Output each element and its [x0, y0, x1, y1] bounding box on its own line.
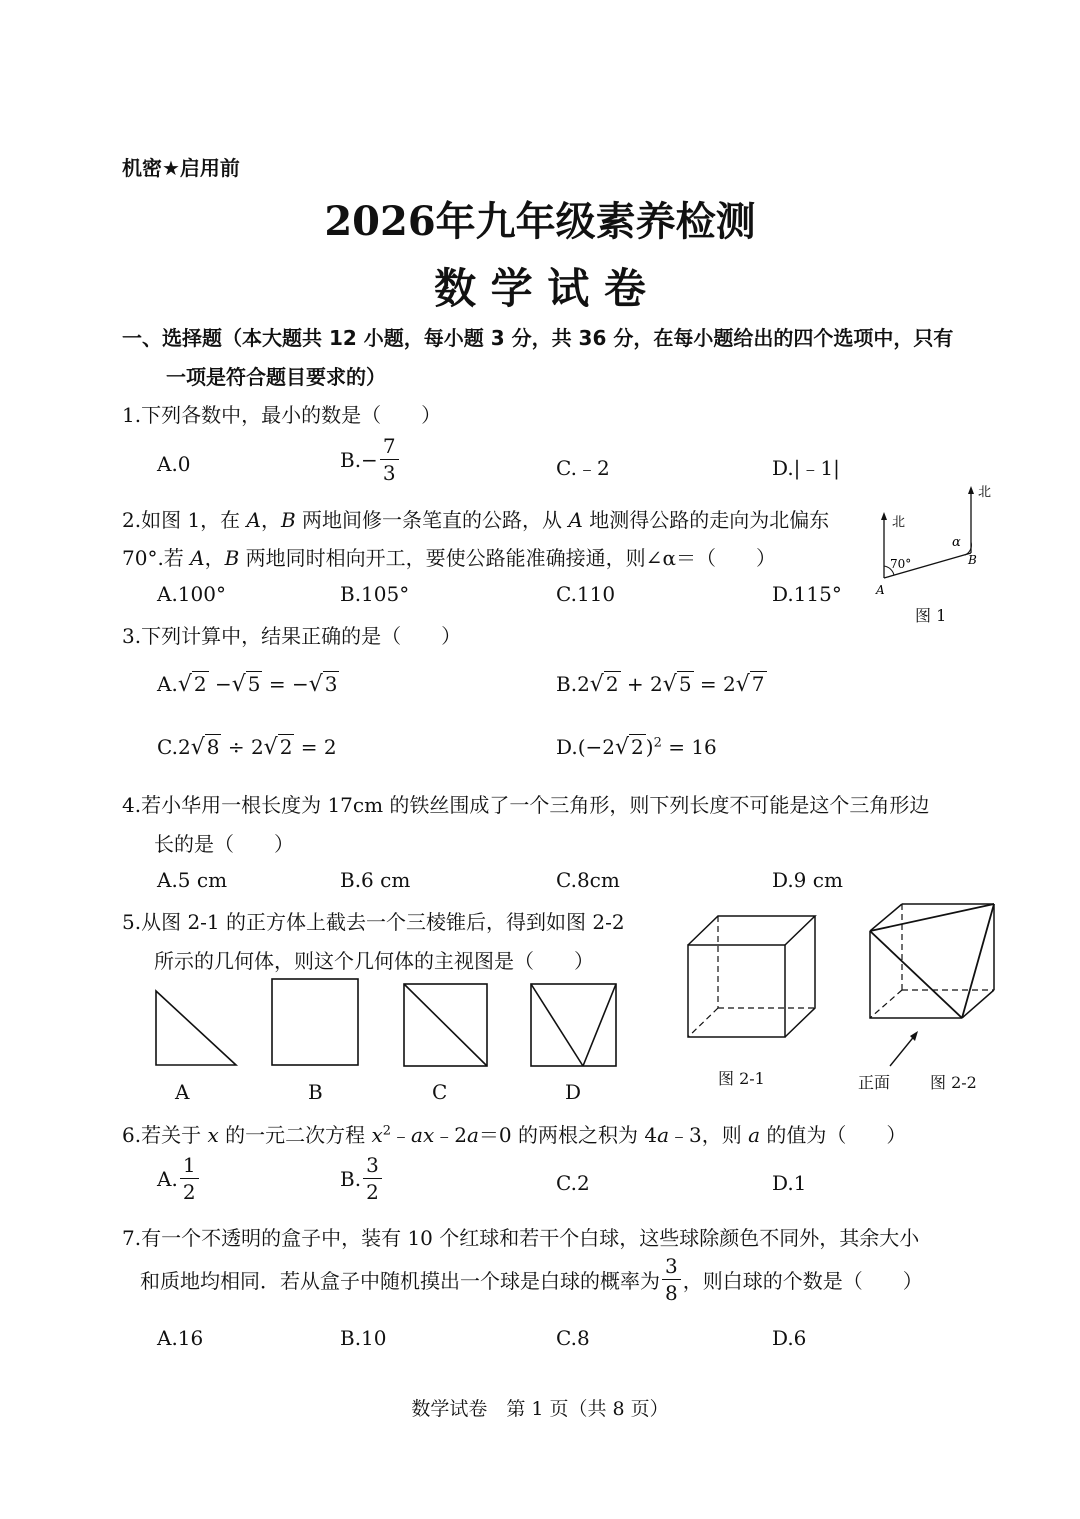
diagonal-line	[404, 984, 487, 1066]
radicand: 2	[631, 735, 644, 759]
q3-option-c	[157, 735, 337, 760]
option-label: C.	[157, 735, 178, 759]
radicand: 3	[324, 672, 338, 696]
front-view-label: 正面	[858, 1073, 891, 1092]
q7-option-c: C.8	[556, 1326, 590, 1350]
result: 2	[323, 735, 337, 759]
q7-option-d: D.6	[772, 1326, 807, 1350]
q1-option-c: C.﹣2	[556, 456, 610, 480]
operator: +	[626, 672, 644, 696]
radical-sign: √	[177, 672, 192, 697]
q7-text: 和质地均相同．若从盒子中随机摸出一个球是白球的概率为	[140, 1269, 660, 1293]
exam-subtitle: 数 学 试 卷	[434, 264, 646, 313]
q2-option-d: D.115°	[772, 582, 842, 606]
fraction-numerator: 7	[380, 436, 399, 460]
north-arrowhead-a	[881, 512, 887, 520]
option-label: B.	[556, 672, 578, 696]
q5-option-d: D	[565, 1080, 582, 1104]
q6-option-c: C.2	[556, 1171, 590, 1195]
fraction-denominator: 2	[366, 1180, 379, 1204]
q2-text: 两地同时相向开工，要使公路能准确接通，则∠α＝（ ）	[239, 546, 776, 570]
q3-option-b	[556, 672, 767, 697]
figure-1-label: 图 1	[915, 606, 947, 625]
q4-stem-line2: 长的是（ ）	[154, 832, 294, 856]
exponent: 2	[382, 1123, 392, 1139]
q7-text: ，则白球的个数是（ ）	[682, 1269, 923, 1293]
coefficient: 2	[577, 672, 590, 696]
q4-option-a: A.5 cm	[157, 868, 228, 892]
point-a: A	[190, 546, 205, 570]
north-arrowhead-b	[968, 486, 974, 494]
radical-sign: √	[231, 672, 246, 697]
figure-2-1-cube	[680, 910, 825, 1045]
q4-option-b: B.6 cm	[340, 868, 411, 892]
q6-option-d: D.1	[772, 1171, 807, 1195]
q4-option-c: C.8cm	[556, 868, 620, 892]
operator: −	[291, 672, 309, 696]
q2-stem-line1	[122, 504, 829, 533]
section-heading-line1: 一、选择题（本大题共 12 小题，每小题 3 分，共 36 分，在每小题给出的四个选项中，只有	[122, 326, 954, 350]
operator: =	[668, 735, 685, 759]
coefficient: 2	[650, 672, 663, 696]
q6-stem	[122, 1119, 906, 1148]
q1-stem: 1.下列各数中，最小的数是（ ）	[122, 403, 442, 427]
figure-1-diagram	[868, 478, 998, 600]
fraction-numerator: 3	[363, 1155, 382, 1179]
q4-stem-line1: 4.若小华用一根长度为 17cm 的铁丝围成了一个三角形，则下列长度不可能是这个三角形边	[122, 793, 930, 817]
q1-option-a: A.0	[157, 452, 191, 476]
q2-sep: ，	[260, 508, 281, 532]
radical-sign: √	[263, 735, 278, 760]
cube-right-edges	[785, 916, 815, 1037]
q2-text: 70°.若	[122, 546, 191, 570]
radical-sign: √	[662, 672, 677, 697]
q2-text: 2.如图 1，在	[122, 508, 247, 532]
q6-option-a-fraction	[180, 1155, 199, 1202]
label-north-a: 北	[892, 515, 906, 530]
label-north-b: 北	[978, 485, 992, 500]
label-point-a: A	[876, 583, 885, 597]
radicand: 2	[193, 672, 207, 696]
q3-stem: 3.下列计算中，结果正确的是（ ）	[122, 624, 462, 648]
q6-option-b	[340, 1155, 384, 1202]
square-shape	[272, 979, 358, 1065]
option-label: B.	[340, 1166, 362, 1191]
q6-text: ﹣	[391, 1123, 412, 1147]
radical-sign: √	[735, 672, 750, 697]
cut-edge-1	[870, 904, 994, 931]
q5-option-a: A	[175, 1080, 190, 1104]
coefficient: 2	[250, 735, 264, 759]
q5-stem-line1: 5.从图 2-1 的正方体上截去一个三棱锥后，得到如图 2-2	[122, 910, 625, 934]
q5-stem-line2: 所示的几何体，则这个几何体的主视图是（ ）	[154, 949, 594, 973]
q7-probability-fraction	[662, 1256, 681, 1303]
option-label: D.	[556, 735, 578, 759]
radical-sign: √	[308, 672, 323, 697]
q1-option-b-fraction	[380, 436, 399, 483]
coefficient: 2	[723, 672, 736, 696]
hidden-edge-depth	[688, 1008, 718, 1037]
q5-option-b-drawing	[268, 975, 363, 1070]
figure-2-1-label: 图 2-1	[718, 1069, 765, 1088]
label-point-b: B	[968, 553, 977, 567]
operator: =	[699, 672, 717, 696]
radical-sign: √	[614, 735, 630, 760]
q3-option-d	[556, 735, 717, 760]
square-shape	[531, 984, 616, 1066]
figure-2-2-solid	[862, 898, 1002, 1028]
slant-line-left	[531, 984, 583, 1066]
q1-option-b-prefix: B.−	[340, 447, 378, 472]
radical-sign: √	[190, 735, 205, 760]
slant-line-right	[583, 984, 616, 1066]
point-a: A	[568, 508, 583, 532]
hidden-edge-depth	[870, 990, 902, 1018]
q6-text: 6.若关于	[122, 1123, 208, 1147]
q3-option-a	[157, 672, 339, 697]
operator: −	[214, 672, 232, 696]
radicand: 7	[751, 672, 765, 696]
triangle-shape	[156, 991, 236, 1065]
var-x: x	[371, 1123, 383, 1147]
q6-text: ﹣2	[434, 1123, 467, 1147]
fraction-denominator: 8	[665, 1281, 678, 1305]
q6-text: ﹣3，则	[669, 1123, 749, 1147]
q5-option-c-drawing	[400, 980, 492, 1070]
q5-option-b: B	[308, 1080, 323, 1104]
point-b: B	[280, 508, 296, 532]
front-view-arrow-icon	[884, 1028, 924, 1070]
q6-text: 的值为（ ）	[760, 1123, 907, 1147]
paren-open: (−2	[577, 735, 615, 759]
radical-sign: √	[589, 672, 604, 697]
exponent: 2	[653, 735, 662, 751]
q2-stem-line2	[122, 542, 776, 571]
cut-edge-3	[962, 904, 994, 1018]
q6-text: ＝0 的两根之积为 4	[478, 1123, 658, 1147]
fraction-numerator: 3	[662, 1256, 681, 1280]
var-a: a	[466, 1123, 479, 1147]
var-ax: ax	[411, 1123, 435, 1147]
q2-text: 地测得公路的走向为北偏东	[582, 508, 830, 532]
radicand: 2	[605, 672, 619, 696]
page-footer: 数学试卷 第 1 页（共 8 页）	[411, 1398, 669, 1420]
arrow-shaft	[890, 1034, 916, 1066]
q7-stem-line1: 7.有一个不透明的盒子中，装有 10 个红球和若干个白球，这些球除颜色不同外，其余大小	[122, 1226, 920, 1250]
fraction-denominator: 2	[182, 1180, 196, 1204]
cube-top-right-edges	[688, 916, 815, 945]
var-a: a	[748, 1123, 761, 1147]
cut-edge-2	[870, 931, 962, 1018]
q2-text: 两地间修一条笔直的公路，从	[295, 508, 569, 532]
q5-option-c: C	[432, 1080, 448, 1104]
q1-option-b	[340, 436, 401, 483]
fraction-numerator: 1	[180, 1155, 199, 1179]
label-angle-70: 70°	[890, 557, 912, 571]
result: 16	[691, 735, 717, 759]
operator: =	[300, 735, 318, 759]
operator: =	[268, 672, 286, 696]
q5-option-a-drawing	[150, 985, 242, 1070]
q6-text: 的一元二次方程	[218, 1123, 372, 1147]
figure-2-2-label: 图 2-2	[930, 1073, 977, 1092]
option-label: A.	[157, 672, 178, 696]
radicand: 8	[206, 735, 220, 759]
q1-option-d: D.|﹣1|	[772, 456, 840, 480]
paren-close: )	[645, 735, 654, 759]
point-b: B	[224, 546, 240, 570]
q2-option-a: A.100°	[157, 582, 226, 606]
operator: ÷	[227, 735, 245, 759]
q4-option-d: D.9 cm	[772, 868, 843, 892]
point-a: A	[246, 508, 261, 532]
q2-sep: ，	[204, 546, 225, 570]
radicand: 5	[678, 672, 692, 696]
q2-option-c: C.110	[556, 582, 616, 606]
option-label: A.	[157, 1166, 178, 1191]
var-x: x	[207, 1123, 219, 1147]
coefficient: 2	[177, 735, 191, 759]
q7-stem-line2	[140, 1256, 923, 1303]
section-heading-line2: 一项是符合题目要求的）	[166, 365, 386, 389]
confidential-mark: 机密★启用前	[122, 156, 240, 180]
q7-option-a: A.16	[157, 1326, 204, 1350]
q6-option-a	[157, 1155, 201, 1202]
radicand: 5	[247, 672, 261, 696]
q7-option-b: B.10	[340, 1326, 387, 1350]
q6-option-b-fraction	[363, 1155, 382, 1202]
label-alpha: α	[952, 535, 961, 550]
radicand: 2	[279, 735, 293, 759]
q5-option-d-drawing	[527, 980, 621, 1070]
q2-option-b: B.105°	[340, 582, 410, 606]
exam-title: 2026年九年级素养检测	[324, 198, 756, 245]
fraction-denominator: 3	[382, 461, 396, 485]
var-a: a	[657, 1123, 669, 1147]
